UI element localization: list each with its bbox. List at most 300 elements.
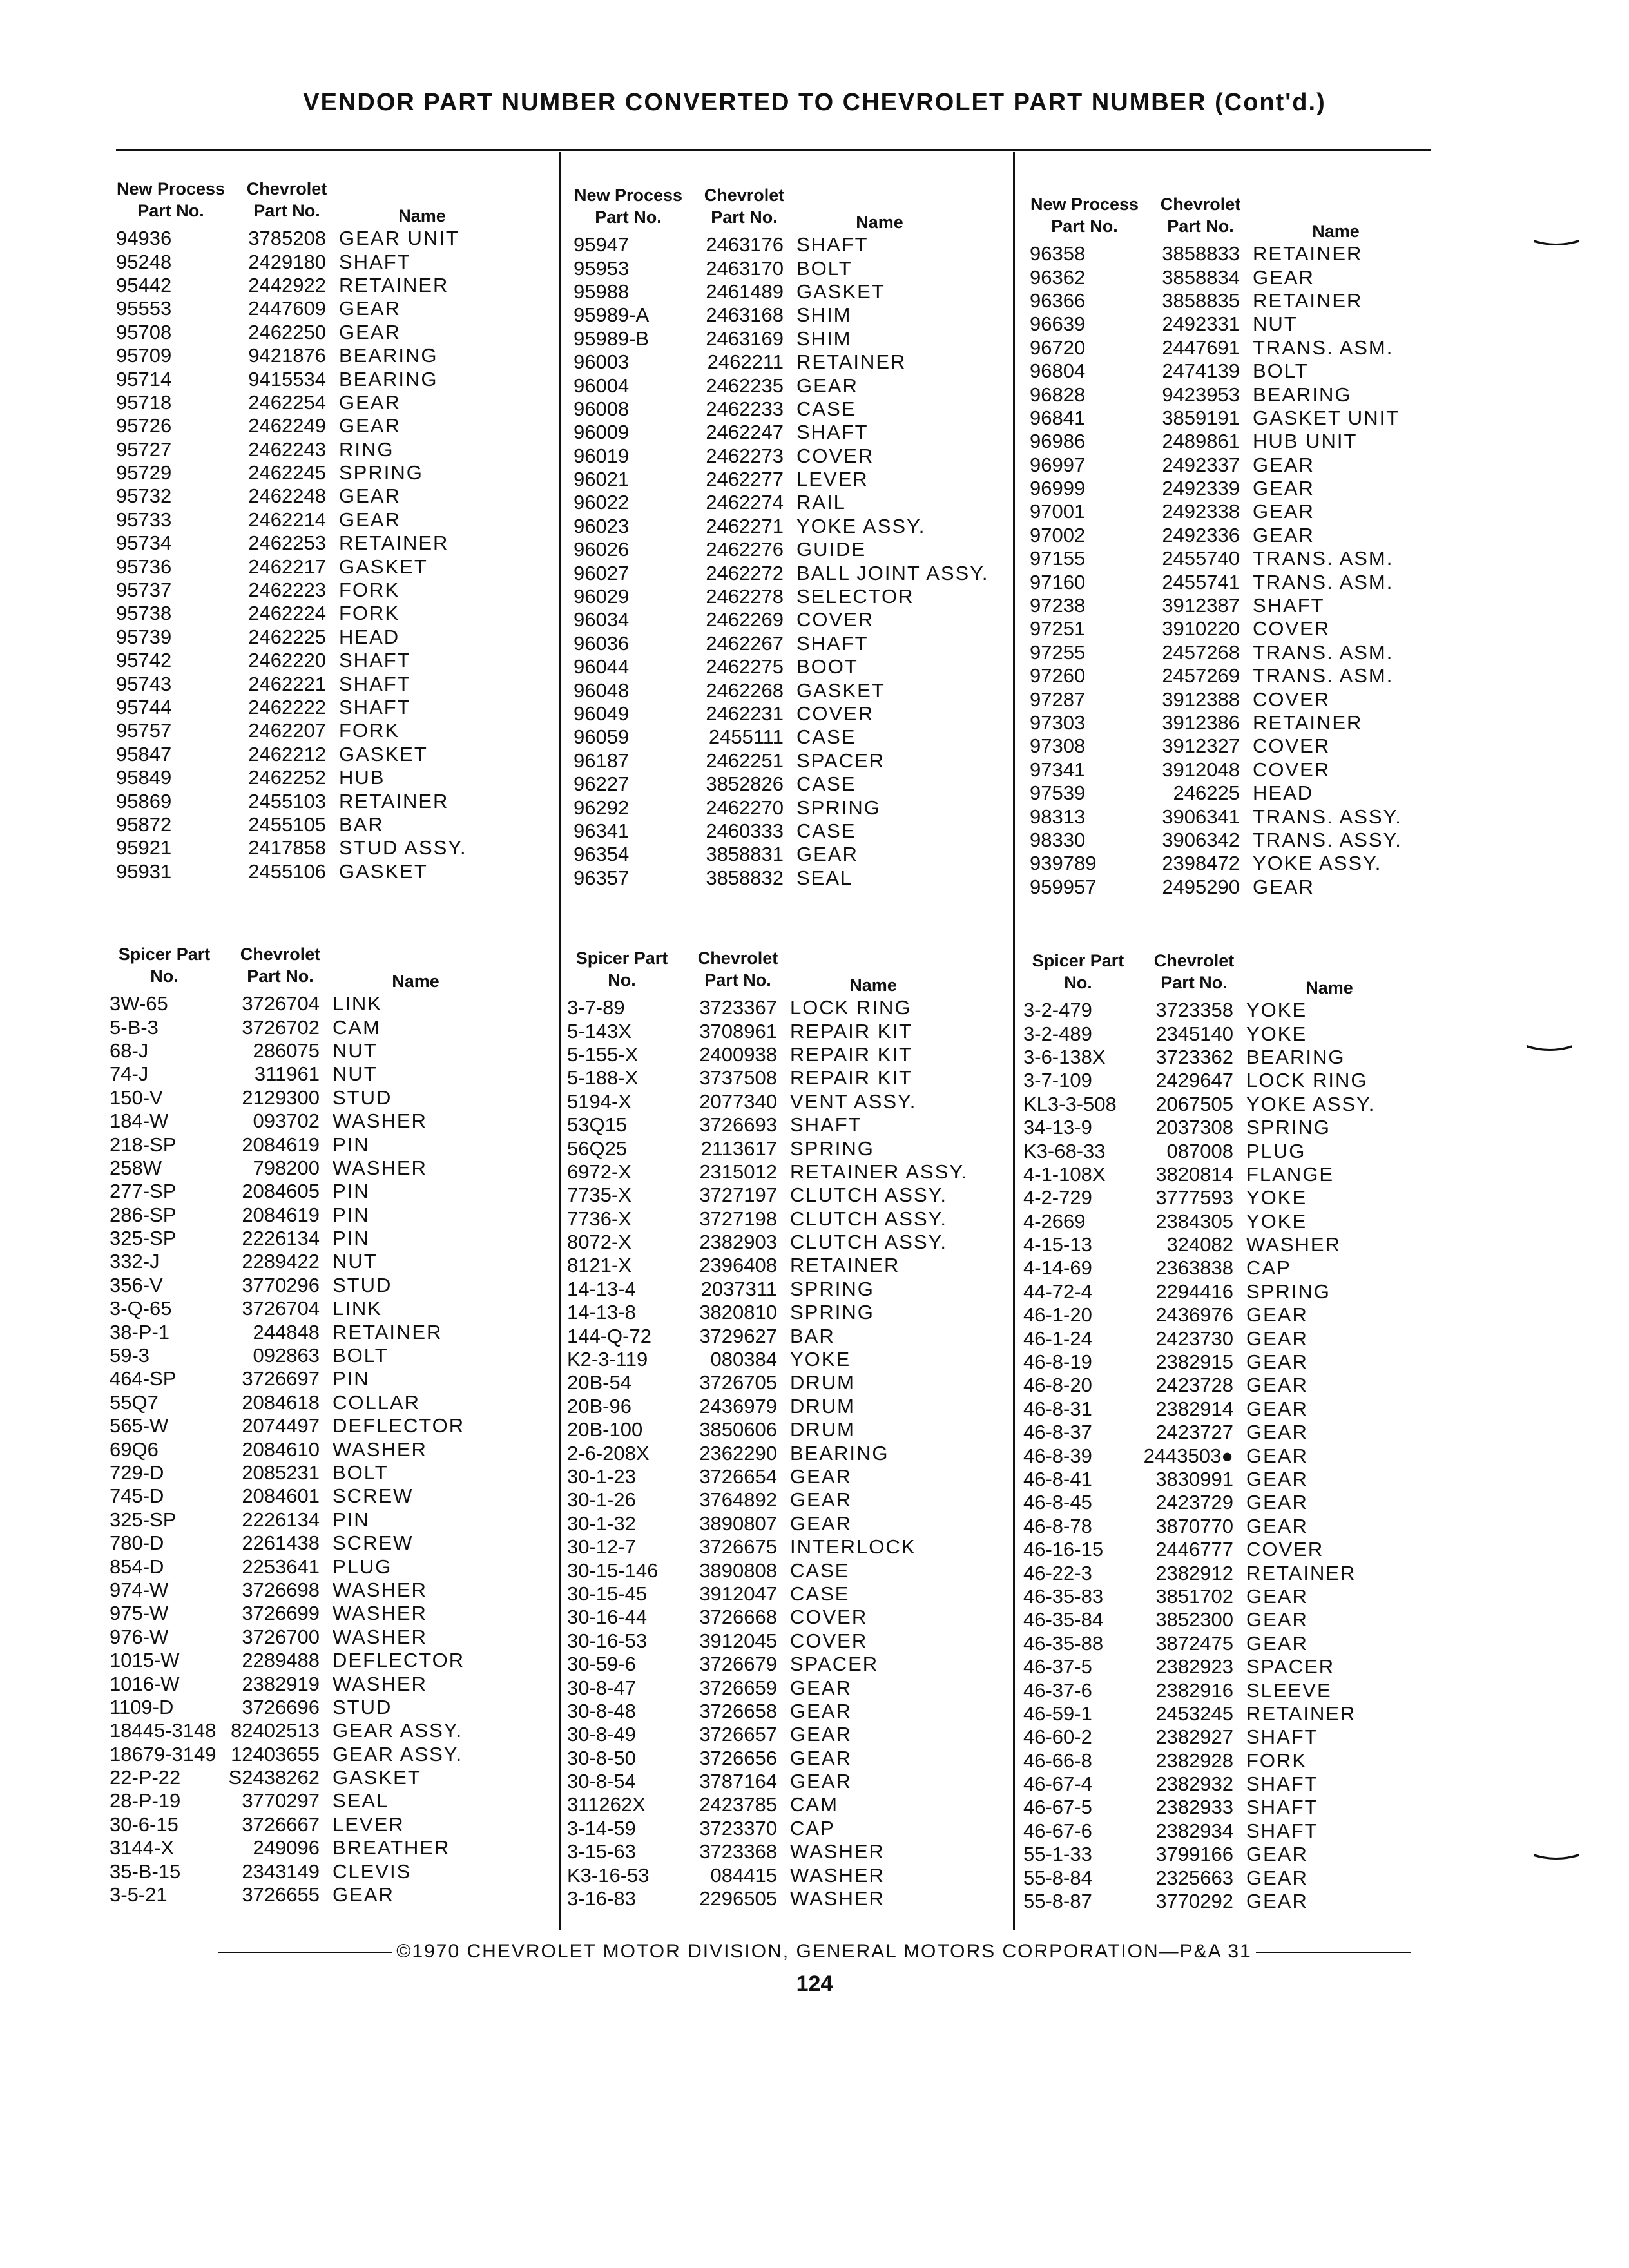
table-row: [1017, 1491, 1481, 1514]
chevrolet-part-header: Chevrolet Part No.: [704, 186, 785, 227]
part-name: COVER: [796, 444, 874, 467]
part-name: CASE: [790, 1559, 850, 1582]
part-name: TRANS. ASSY.: [1253, 828, 1402, 851]
part-name: GEAR: [790, 1746, 852, 1769]
vendor-part-no: 1016-W: [110, 1672, 180, 1695]
column-header: [1023, 159, 1487, 242]
table-row: [567, 561, 1031, 584]
table-row: [561, 1488, 1025, 1512]
part-name: SHAFT: [1246, 1796, 1318, 1819]
vendor-part-no: 4-2-729: [1023, 1186, 1092, 1209]
chevrolet-part-no: 2462271: [706, 514, 784, 537]
part-name: RETAINER: [1253, 289, 1363, 312]
chevrolet-part-no: 3770296: [242, 1273, 320, 1296]
table-row: [103, 1180, 567, 1203]
chevrolet-part-no: 2455111: [708, 726, 784, 749]
table-row: [110, 508, 574, 532]
part-name: TRANS. ASM.: [1253, 570, 1394, 593]
chevrolet-part-no: 3726655: [242, 1883, 320, 1907]
part-name: CLEVIS: [333, 1860, 412, 1883]
chevrolet-part-no: 3708961: [699, 1019, 777, 1043]
vendor-part-no: 14-13-8: [567, 1301, 636, 1324]
chevrolet-part-no: 286075: [253, 1039, 320, 1062]
vendor-part-no: 311262X: [567, 1793, 646, 1816]
vendor-part-no: 30-16-53: [567, 1629, 648, 1652]
chevrolet-part-no: 3726693: [699, 1113, 777, 1137]
new-process-column-3: [1023, 159, 1487, 899]
vendor-part-no: 95727: [116, 437, 172, 461]
vendor-part-no: 3-7-109: [1023, 1069, 1092, 1092]
chevrolet-part-no: 2463168: [706, 303, 784, 327]
vendor-part-no: 95734: [116, 532, 172, 555]
vendor-part-no: 97001: [1030, 500, 1086, 523]
chevrolet-part-no: 324082: [1166, 1233, 1233, 1256]
chevrolet-part-no: 2084601: [242, 1485, 320, 1508]
table-row: [567, 256, 1031, 280]
table-row: [103, 1696, 567, 1719]
chevrolet-part-no: 2382933: [1155, 1796, 1233, 1819]
chevrolet-part-no: 3726704: [242, 992, 320, 1015]
chevrolet-part-no: 9415534: [248, 367, 326, 390]
name-header: Name: [849, 975, 897, 995]
part-name: WASHER: [790, 1887, 885, 1910]
vendor-part-no: 96841: [1030, 406, 1086, 429]
chevrolet-part-no: 2462248: [248, 485, 326, 508]
chevrolet-part-no: 2447609: [248, 297, 326, 320]
chevrolet-part-no: 2382903: [699, 1231, 777, 1254]
part-name: GEAR: [790, 1465, 852, 1488]
chevrolet-part-no: 3777593: [1155, 1186, 1233, 1209]
part-name: GEAR: [1253, 875, 1315, 898]
chevrolet-part-no: 3787164: [699, 1770, 777, 1793]
vendor-part-no: 98313: [1030, 805, 1086, 828]
part-name: GEAR: [339, 414, 401, 437]
table-row: [110, 250, 574, 273]
part-name: PIN: [333, 1227, 370, 1250]
table-row: [1017, 1890, 1481, 1913]
part-name: GEAR: [790, 1770, 852, 1793]
vendor-part-no: 46-67-5: [1023, 1796, 1092, 1819]
table-row: [561, 1840, 1025, 1863]
vendor-part-no: 46-16-15: [1023, 1538, 1104, 1561]
chevrolet-part-no: 3727197: [699, 1184, 777, 1207]
part-name: REPAIR KIT: [790, 1043, 912, 1066]
table-row: [561, 1465, 1025, 1488]
table-row: [110, 274, 574, 297]
chevrolet-part-no: 2084618: [242, 1390, 320, 1414]
vendor-part-header: Spicer Part No.: [1032, 951, 1124, 992]
table-row: [561, 1207, 1025, 1231]
vendor-part-no: 30-8-54: [567, 1770, 636, 1793]
part-name: GEAR: [1246, 1584, 1308, 1608]
chevrolet-part-no: 3820814: [1155, 1162, 1233, 1186]
table-row: [103, 1672, 567, 1695]
new-process-column-2: [567, 149, 1031, 890]
part-name: CAP: [1246, 1256, 1291, 1280]
vendor-part-header: New Process Part No.: [1030, 195, 1139, 236]
table-row: [1017, 1632, 1481, 1655]
table-row: [561, 1793, 1025, 1816]
vendor-part-no: 3-16-83: [567, 1887, 636, 1910]
chevrolet-part-no: 2382912: [1155, 1561, 1233, 1584]
vendor-part-no: 277-SP: [110, 1180, 177, 1203]
chevrolet-part-no: 2398472: [1162, 852, 1240, 875]
part-name: STUD: [333, 1695, 392, 1718]
table-row: [561, 1090, 1025, 1113]
chevrolet-part-no: 3770292: [1155, 1890, 1233, 1913]
part-name: PLUG: [333, 1555, 392, 1578]
table-row: [1017, 999, 1481, 1022]
chevrolet-part-no: 3906342: [1162, 828, 1240, 851]
chevrolet-part-no: 3912387: [1162, 594, 1240, 617]
vendor-part-no: 95872: [116, 812, 172, 836]
table-row: [561, 1535, 1025, 1559]
table-row: [567, 445, 1031, 468]
chevrolet-part-no: 2462269: [706, 608, 784, 631]
vendor-part-no: 5-B-3: [110, 1015, 159, 1039]
part-name: GEAR: [1246, 1374, 1308, 1397]
part-name: COVER: [790, 1606, 868, 1629]
part-name: HUB: [339, 766, 385, 789]
vendor-part-no: 95757: [116, 719, 172, 742]
vendor-part-no: 35-B-15: [110, 1860, 181, 1883]
table-row: [567, 538, 1031, 561]
vendor-part-no: 30-1-23: [567, 1465, 636, 1488]
table-row: [567, 773, 1031, 796]
vendor-part-no: 38-P-1: [110, 1320, 170, 1343]
chevrolet-part-no: 2492336: [1162, 523, 1240, 546]
table-row: [103, 1508, 567, 1532]
vendor-part-no: 96187: [574, 749, 630, 772]
vendor-part-no: 258W: [110, 1156, 162, 1179]
table-row: [567, 843, 1031, 866]
part-name: WASHER: [333, 1110, 427, 1133]
table-row: [567, 796, 1031, 819]
chevrolet-part-no: 3912388: [1162, 687, 1240, 711]
table-row: [103, 1297, 567, 1320]
vendor-part-no: 46-67-4: [1023, 1773, 1092, 1796]
table-row: [1017, 1866, 1481, 1889]
vendor-part-no: 46-35-83: [1023, 1584, 1104, 1608]
vendor-part-no: 96639: [1030, 312, 1086, 336]
vendor-part-no: 4-14-69: [1023, 1256, 1092, 1280]
chevrolet-part-no: 2384305: [1155, 1209, 1233, 1233]
chevrolet-part-no: 2462211: [707, 351, 784, 374]
table-row: [1023, 641, 1487, 664]
vendor-part-no: 565-W: [110, 1414, 169, 1437]
part-name: FORK: [1246, 1749, 1307, 1772]
chevrolet-part-no: 3726696: [242, 1695, 320, 1718]
chevrolet-part-no: 9423953: [1162, 383, 1240, 406]
table-row: [567, 280, 1031, 303]
part-name: SHAFT: [796, 233, 869, 256]
chevrolet-part-no: 2077340: [699, 1090, 777, 1113]
vendor-part-no: 97002: [1030, 523, 1086, 546]
chevrolet-part-no: 3859191: [1162, 406, 1240, 429]
part-name: SHIM: [796, 303, 852, 327]
chevrolet-part-no: 3852826: [706, 773, 784, 796]
chevrolet-part-no: 3726667: [242, 1812, 320, 1836]
table-row: [110, 438, 574, 461]
table-row: [103, 1883, 567, 1907]
table-row: [1017, 1561, 1481, 1584]
table-row: [110, 321, 574, 344]
part-name: TRANS. ASSY.: [1253, 805, 1402, 828]
chevrolet-part-no: 2462233: [706, 397, 784, 420]
chevrolet-part-no: 2382928: [1155, 1749, 1233, 1772]
vendor-part-no: 4-15-13: [1023, 1233, 1092, 1256]
part-name: PIN: [333, 1180, 370, 1203]
vendor-part-no: 96027: [574, 561, 630, 584]
vendor-part-no: 95743: [116, 672, 172, 695]
table-row: [1017, 1655, 1481, 1678]
chevrolet-part-no: 2462275: [706, 655, 784, 678]
column-header: [103, 908, 567, 992]
vendor-part-no: 96029: [574, 585, 630, 608]
table-row: [1017, 1022, 1481, 1045]
table-row: [110, 227, 574, 250]
part-name: GEAR: [333, 1883, 394, 1907]
vendor-part-no: 95718: [116, 390, 172, 414]
part-name: LINK: [333, 1297, 382, 1320]
vendor-part-no: 97155: [1030, 547, 1086, 570]
part-name: SHAFT: [339, 250, 411, 273]
table-row: [103, 1602, 567, 1625]
table-row: [1017, 1163, 1481, 1186]
chevrolet-part-no: 2085231: [242, 1461, 320, 1484]
vendor-part-no: 95739: [116, 625, 172, 648]
chevrolet-part-no: 2462267: [706, 631, 784, 655]
vendor-part-no: 96720: [1030, 336, 1086, 359]
table-row: [561, 996, 1025, 1019]
vendor-part-no: 939789: [1030, 852, 1097, 875]
vendor-part-no: 98330: [1030, 828, 1086, 851]
vendor-part-no: 3-6-138X: [1023, 1045, 1106, 1068]
margin-mark: [1534, 238, 1579, 247]
part-name: DEFLECTOR: [333, 1649, 465, 1672]
spicer-column-2: [561, 912, 1025, 1910]
table-row: [561, 1184, 1025, 1207]
copyright-notice: ©1970 CHEVROLET MOTOR DIVISION, GENERAL MOTORS CORPORATION—P&A 31: [396, 1941, 1252, 1962]
table-row: [110, 789, 574, 812]
vendor-part-no: 95709: [116, 344, 172, 367]
chevrolet-part-no: 3912386: [1162, 711, 1240, 734]
table-row: [561, 1887, 1025, 1910]
table-row: [1017, 1350, 1481, 1374]
vendor-part-no: 97255: [1030, 640, 1086, 664]
chevrolet-part-no: 3726679: [699, 1653, 777, 1676]
part-name: GEAR: [1246, 1514, 1308, 1537]
table-row: [567, 327, 1031, 351]
part-name: SEAL: [796, 866, 853, 889]
chevrolet-part-no: 2495290: [1162, 875, 1240, 898]
table-row: [567, 585, 1031, 608]
table-row: [1017, 1280, 1481, 1303]
chevrolet-part-no: 087008: [1166, 1139, 1233, 1162]
chevrolet-part-no: 2462277: [706, 468, 784, 491]
vendor-part-no: 95726: [116, 414, 172, 437]
new-process-column-1: [110, 143, 574, 883]
vendor-part-no: 729-D: [110, 1461, 164, 1484]
chevrolet-part-no: 2462224: [248, 602, 326, 625]
chevrolet-part-no: 2492338: [1162, 500, 1240, 523]
chevrolet-part-no: 3799166: [1155, 1843, 1233, 1866]
chevrolet-part-no: 2423728: [1155, 1374, 1233, 1397]
table-row: [1023, 383, 1487, 406]
vendor-part-no: 96357: [574, 866, 630, 889]
table-row: [110, 485, 574, 508]
chevrolet-part-no: 093702: [253, 1110, 320, 1133]
vendor-part-no: 96999: [1030, 477, 1086, 500]
chevrolet-part-no: 3906341: [1162, 805, 1240, 828]
table-row: [567, 351, 1031, 374]
table-row: [1017, 1256, 1481, 1280]
part-name: WASHER: [790, 1863, 885, 1887]
table-row: [1023, 524, 1487, 547]
vendor-part-no: 959957: [1030, 875, 1097, 898]
part-name: SHAFT: [796, 631, 869, 655]
chevrolet-part-no: 092863: [253, 1344, 320, 1367]
margin-mark: [1527, 1044, 1572, 1053]
chevrolet-part-no: 2462273: [706, 444, 784, 467]
part-name: GEAR ASSY.: [333, 1742, 463, 1765]
chevrolet-part-no: 2492337: [1162, 453, 1240, 476]
vendor-part-no: 18445-3148: [110, 1719, 217, 1742]
chevrolet-part-no: 2067505: [1155, 1092, 1233, 1115]
chevrolet-part-no: 3770297: [242, 1789, 320, 1812]
part-name: FORK: [339, 579, 400, 602]
part-name: PIN: [333, 1203, 370, 1226]
vendor-part-no: 780-D: [110, 1532, 164, 1555]
chevrolet-part-no: 3726699: [242, 1602, 320, 1625]
chevrolet-part-no: 2084619: [242, 1203, 320, 1226]
vendor-part-no: 30-1-32: [567, 1512, 636, 1535]
part-name: SPACER: [790, 1653, 879, 1676]
part-name: WASHER: [790, 1840, 885, 1863]
part-name: WASHER: [333, 1437, 427, 1461]
table-row: [103, 1414, 567, 1437]
table-row: [110, 649, 574, 672]
part-name: HEAD: [1253, 782, 1314, 805]
table-row: [561, 1606, 1025, 1629]
chevrolet-part-no: 2492331: [1162, 312, 1240, 336]
vendor-part-no: KL3-3-508: [1023, 1092, 1117, 1115]
chevrolet-part-no: 2462245: [248, 461, 326, 485]
chevrolet-part-no: 3912048: [1162, 758, 1240, 781]
vendor-part-no: 22-P-22: [110, 1766, 181, 1789]
vendor-part-no: 46-8-20: [1023, 1374, 1092, 1397]
chevrolet-part-no: 2315012: [699, 1160, 777, 1183]
vendor-part-no: 96023: [574, 514, 630, 537]
table-row: [103, 1461, 567, 1485]
vendor-part-no: 218-SP: [110, 1133, 177, 1156]
vendor-part-no: 95736: [116, 555, 172, 578]
part-name: SHAFT: [790, 1113, 862, 1137]
part-name: WASHER: [333, 1672, 427, 1695]
vendor-part-no: 96227: [574, 773, 630, 796]
chevrolet-part-no: 2462225: [248, 625, 326, 648]
chevrolet-part-no: 3785208: [248, 227, 326, 250]
part-name: WASHER: [1246, 1233, 1341, 1256]
part-name: BOOT: [796, 655, 858, 678]
table-row: [567, 678, 1031, 702]
part-name: GEAR: [1246, 1444, 1308, 1467]
vendor-part-no: 96049: [574, 702, 630, 725]
part-name: SPRING: [790, 1137, 874, 1160]
vendor-part-no: K3-16-53: [567, 1863, 650, 1887]
part-name: INTERLOCK: [790, 1535, 916, 1559]
chevrolet-part-no: 82402513: [231, 1719, 320, 1742]
table-row: [1017, 1374, 1481, 1397]
vendor-part-no: 46-8-39: [1023, 1444, 1092, 1467]
part-name: FORK: [339, 602, 400, 625]
table-row: [110, 813, 574, 836]
table-row: [567, 726, 1031, 749]
part-name: GEAR: [790, 1676, 852, 1699]
part-name: GEAR: [1253, 523, 1315, 546]
chevrolet-part-no: 2462253: [248, 532, 326, 555]
part-name: SLEEVE: [1246, 1678, 1332, 1702]
page-footer: [0, 1941, 1629, 1963]
vendor-part-no: 30-12-7: [567, 1535, 636, 1559]
table-row: [1017, 1585, 1481, 1608]
chevrolet-part-no: 3737508: [699, 1066, 777, 1090]
chevrolet-part-no: 3890807: [699, 1512, 777, 1535]
chevrolet-part-no: 2462221: [248, 672, 326, 695]
vendor-part-no: 46-8-41: [1023, 1468, 1092, 1490]
chevrolet-part-no: 3726697: [242, 1367, 320, 1390]
vendor-part-no: 96036: [574, 631, 630, 655]
chevrolet-part-no: 2462249: [248, 414, 326, 437]
table-row: [103, 1485, 567, 1508]
chevrolet-part-no: 3723362: [1155, 1045, 1233, 1068]
part-name: BEARING: [339, 344, 438, 367]
part-name: DRUM: [790, 1394, 855, 1418]
table-row: [1017, 1725, 1481, 1749]
vendor-part-no: 96022: [574, 491, 630, 514]
chevrolet-part-no: 798200: [253, 1156, 320, 1179]
vendor-part-no: 96021: [574, 468, 630, 491]
part-name: COLLAR: [333, 1390, 421, 1414]
page-number: 124: [796, 1972, 833, 1996]
table-row: [110, 344, 574, 367]
table-row: [103, 992, 567, 1015]
part-name: NUT: [333, 1062, 378, 1086]
part-name: NUT: [333, 1250, 378, 1273]
part-name: VENT ASSY.: [790, 1090, 917, 1113]
vendor-part-no: 1015-W: [110, 1649, 180, 1672]
chevrolet-part-no: 2462222: [248, 696, 326, 718]
vendor-part-no: 46-8-78: [1023, 1514, 1092, 1537]
part-name: RETAINER: [1246, 1702, 1356, 1725]
vendor-part-no: 96997: [1030, 453, 1086, 476]
part-name: TRANS. ASM.: [1253, 664, 1394, 687]
part-name: YOKE: [1246, 999, 1307, 1022]
chevrolet-part-no: 2462231: [706, 702, 784, 725]
chevrolet-part-header: Chevrolet Part No.: [1153, 951, 1235, 992]
chevrolet-part-no: 3723370: [699, 1816, 777, 1840]
table-row: [103, 1110, 567, 1133]
table-row: [1017, 1210, 1481, 1233]
vendor-part-no: 5-143X: [567, 1019, 631, 1043]
vendor-part-no: 3-Q-65: [110, 1297, 172, 1320]
part-name: COVER: [796, 608, 874, 631]
part-name: NUT: [333, 1039, 378, 1062]
table-row: [561, 1301, 1025, 1324]
chevrolet-part-no: 2261438: [242, 1532, 320, 1555]
vendor-part-no: 30-1-26: [567, 1488, 636, 1512]
part-name: COVER: [1253, 617, 1331, 640]
